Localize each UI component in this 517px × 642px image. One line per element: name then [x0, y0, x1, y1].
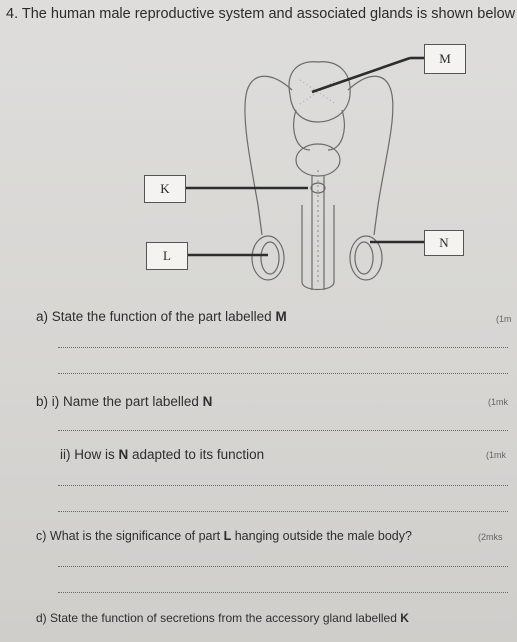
label-L: L — [146, 242, 188, 270]
bladder-dots — [300, 80, 336, 104]
part-b-i-marks: (1mk — [488, 397, 508, 407]
answer-line[interactable] — [58, 592, 508, 593]
seminal-vesicle-left — [294, 110, 310, 150]
part-b-i-text: i) Name the part labelled — [51, 394, 203, 409]
part-c-question — [36, 529, 412, 543]
part-c-letter: c) — [36, 529, 47, 543]
part-b-ii-text: ii) How is — [60, 447, 119, 462]
part-d-question — [36, 611, 409, 625]
part-b-ii-question — [60, 447, 264, 462]
part-c-marks: (2mks — [478, 532, 503, 542]
part-b-ii-after: adapted to its function — [128, 447, 265, 462]
vas-deferens-right — [348, 76, 393, 205]
part-b-i-question — [36, 394, 212, 409]
part-a-question — [36, 309, 287, 324]
part-b-ii-marks: (1mk — [486, 450, 506, 460]
answer-line[interactable] — [58, 347, 508, 348]
testis-left-inner — [261, 242, 279, 274]
part-d-text: State the function of secretions from the accessory gland labelled — [50, 611, 401, 625]
question-number: 4. — [6, 6, 19, 22]
part-b-i-bold: N — [202, 394, 213, 409]
answer-line[interactable] — [58, 373, 508, 374]
answer-line[interactable] — [58, 485, 508, 486]
part-d-bold: K — [400, 611, 409, 625]
seminal-vesicle-right — [328, 110, 344, 150]
cord-right — [374, 205, 378, 235]
answer-line[interactable] — [58, 430, 508, 431]
part-c-after: hanging outside the male body? — [231, 529, 412, 543]
bladder-shape — [289, 62, 350, 122]
pointer-M — [312, 58, 410, 92]
label-K: K — [144, 175, 186, 203]
vas-deferens-left — [245, 76, 292, 205]
part-b-letter: b) — [36, 394, 49, 409]
question-text: The human male reproductive system and associated glands is shown below — [21, 6, 516, 22]
part-c-bold: L — [223, 529, 232, 543]
label-N: N — [424, 230, 464, 256]
part-a-bold: M — [275, 309, 287, 324]
answer-line[interactable] — [58, 511, 508, 512]
part-c-text: What is the significance of part — [49, 529, 224, 543]
label-M: M — [424, 44, 466, 74]
part-a-text: State the function of the part labelled — [51, 309, 276, 324]
part-a-marks: (1m — [496, 314, 512, 324]
cord-left — [258, 205, 262, 235]
part-d-letter: d) — [36, 611, 47, 625]
part-a-letter: a) — [36, 309, 49, 324]
answer-line[interactable] — [58, 566, 508, 567]
testis-right-inner — [355, 242, 373, 274]
part-b-ii-bold: N — [118, 447, 129, 462]
